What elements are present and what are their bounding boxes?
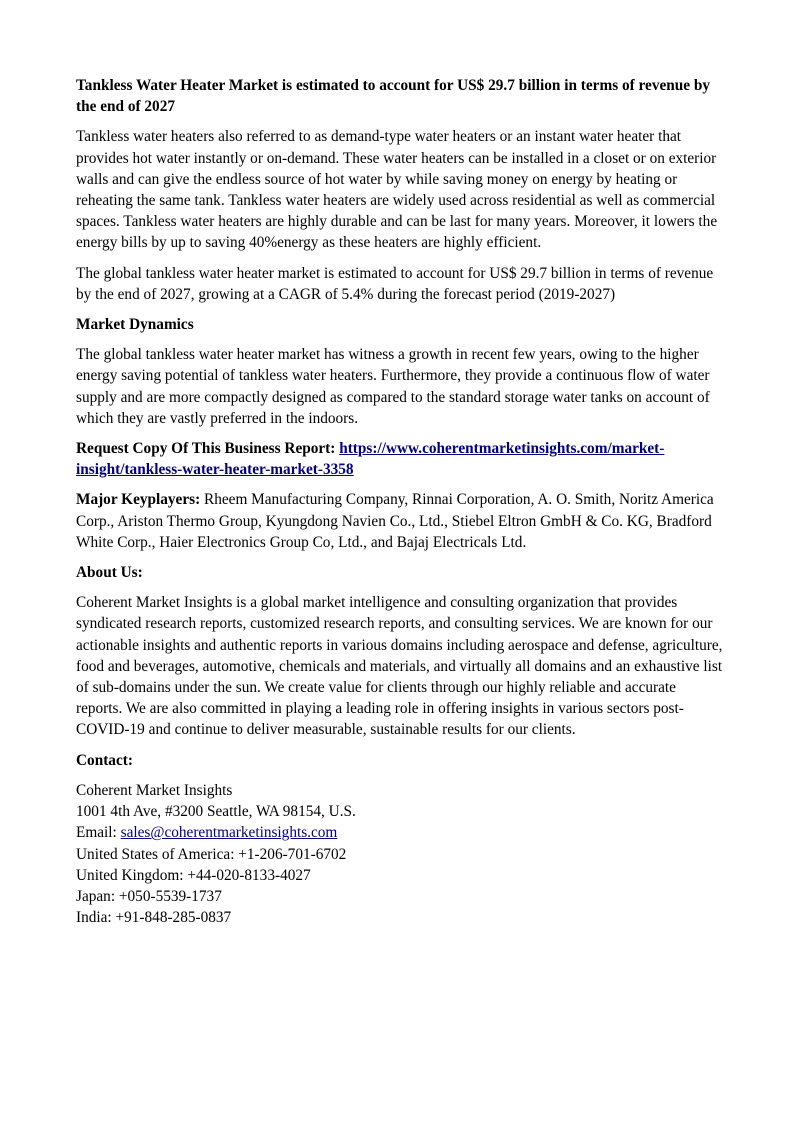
contact-phone-india: India: +91-848-285-0837: [76, 909, 232, 927]
intro-paragraph: Tankless water heaters also referred to as demand-type water heaters or an instant water heater that provides hot water instantly or on-demand. These water heaters can be installed in a closet or on exterior walls and can give the endless source of hot water by while saving money on energy by heating or reheating the same tank. Tankless water heaters are widely used across residential as well as commercial spaces. Tankless water heaters are highly durable and can be last for many years. Moreover, it lowers the energy bills by up to saving 40%energy as these heaters are highly efficient.: [76, 128, 718, 252]
contact-email-link[interactable]: sales@coherentmarketinsights.com: [120, 824, 338, 842]
request-copy-paragraph: [76, 438, 724, 480]
request-copy-label: Request Copy Of This Business Report:: [76, 440, 336, 458]
document-title: Tankless Water Heater Market is estimated to account for US$ 29.7 billion in terms of revenue by the end of 2027: [76, 77, 711, 116]
market-estimate-paragraph: The global tankless water heater market is estimated to account for US$ 29.7 billion in terms of revenue by the end of 2027, growing at a CAGR of 5.4% during the forecast period (2019-2027): [76, 264, 714, 303]
contact-phone-japan: Japan: +050-5539-1737: [76, 887, 222, 905]
keyplayers-label: Major Keyplayers:: [76, 491, 201, 509]
about-heading: About Us:: [76, 564, 143, 582]
contact-address: 1001 4th Ave, #3200 Seattle, WA 98154, U.S.: [76, 803, 356, 821]
contact-phone-uk: United Kingdom: +44-020-8133-4027: [76, 866, 311, 884]
contact-heading: Contact:: [76, 751, 133, 769]
about-paragraph: Coherent Market Insights is a global market intelligence and consulting organization that provides syndicated research reports, customized research reports, and consulting services. We are known for our actionable insights and authentic reports in various domains including aerospace and defense, agriculture, food and beverages, automotive, chemicals and materials, and virtually all domains and an exhaustive list of sub-domains under the sun. We create value for clients through our highly reliable and accurate reports. We are also committed in playing a leading role in offering insights in various sectors post-COVID-19 and continue to deliver measurable, sustainable results for our clients.: [76, 594, 723, 739]
keyplayers-paragraph: [76, 489, 724, 553]
contact-phone-usa: United States of America: +1-206-701-6702: [76, 845, 347, 863]
market-dynamics-paragraph: The global tankless water heater market has witness a growth in recent few years, owing to the higher energy saving potential of tankless water heaters. Furthermore, they provide a continuous flow of water supply and are more compactly designed as compared to the standard storage water tanks on account of which they are vastly preferred in the indoors.: [76, 346, 710, 427]
contact-block: [76, 780, 724, 928]
contact-email-line: [76, 822, 724, 843]
contact-company: Coherent Market Insights: [76, 781, 233, 799]
contact-email-label: Email:: [76, 824, 117, 842]
document-page: [76, 75, 724, 937]
keyplayers-text: Rheem Manufacturing Company, Rinnai Corporation, A. O. Smith, Noritz America Corp., Ariston Thermo Group, Kyungdong Navien Co., Ltd., Stiebel Eltron GmbH & Co. KG, Bradford White Corp., Haier Electronics Group Co, Ltd., and Bajaj Electricals Ltd.: [76, 491, 714, 551]
market-dynamics-heading: Market Dynamics: [76, 316, 194, 334]
report-link[interactable]: https://www.coherentmarketinsights.com/market-insight/tankless-water-heater-market-3358: [76, 440, 665, 479]
